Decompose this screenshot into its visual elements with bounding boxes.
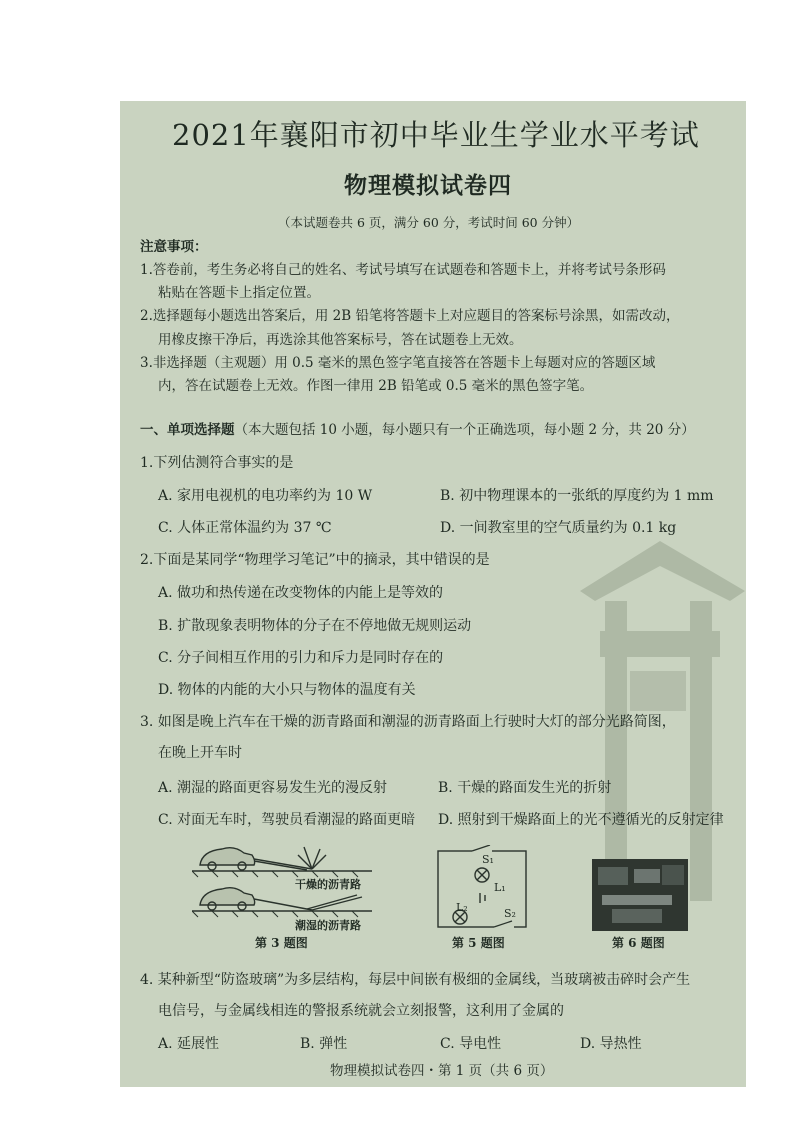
figure-6-photo <box>592 859 688 931</box>
q3-option-b: B. 干燥的路面发生光的折射 <box>438 780 612 796</box>
lamp-l2-label: L₂ <box>456 901 468 914</box>
notice-line: 2.选择题每小题选出答案后，用 2B 铅笔将答题卡上对应题目的答案标号涂黑，如需改动， <box>140 308 680 324</box>
question-3-stem: 3. 如图是晚上汽车在干燥的沥青路面和潮湿的沥青路面上行驶时大灯的部分光路简图， <box>140 714 676 730</box>
q4-option-d: D. 导热性 <box>580 1036 642 1052</box>
section-desc: （本大题包括 10 小题，每小题只有一个正确选项，每小题 2 分，共 20 分） <box>234 422 695 438</box>
question-3-stem-cont: 在晚上开车时 <box>158 745 242 761</box>
paper-subtitle: 物理模拟试卷四 <box>344 172 512 199</box>
exam-info: （本试题卷共 6 页，满分 60 分，考试时间 60 分钟） <box>278 215 580 230</box>
question-2-stem: 2.下面是某同学“物理学习笔记”中的摘录，其中错误的是 <box>140 552 490 568</box>
q2-option-b: B. 扩散现象表明物体的分子在不停地做无规则运动 <box>158 618 472 634</box>
notice-line: 内，答在试题卷上无效。作图一律用 2B 铅笔或 0.5 毫米的黑色签字笔。 <box>158 378 594 394</box>
q2-option-c: C. 分子间相互作用的引力和斥力是同时存在的 <box>158 650 444 666</box>
section-title: 一、单项选择题 <box>140 422 235 438</box>
wet-road-label: 潮湿的沥青路 <box>295 919 361 932</box>
notice-line: 3.非选择题（主观题）用 0.5 毫米的黑色签字笔直接答在答题卡上每题对应的答题区域 <box>140 355 656 371</box>
section-heading <box>140 418 695 438</box>
question-1-stem: 1.下列估测符合事实的是 <box>140 455 294 471</box>
figure-5-caption: 第 5 题图 <box>452 936 505 950</box>
q1-option-b: B. 初中物理课本的一张纸的厚度约为 1 mm <box>440 488 714 504</box>
notice-line: 1.答卷前，考生务必将自己的姓名、考试号填写在试题卷和答题卡上，并将考试号条形码 <box>140 262 666 278</box>
notice-line: 用橡皮擦干净后，再选涂其他答案标号，答在试题卷上无效。 <box>158 332 523 348</box>
exam-title: 2021年襄阳市初中毕业生学业水平考试 <box>172 118 700 152</box>
figure-6-caption: 第 6 题图 <box>612 936 665 950</box>
q3-option-d: D. 照射到干燥路面上的光不遵循光的反射定律 <box>438 812 724 828</box>
q3-option-c: C. 对面无车时，驾驶员看潮湿的路面更暗 <box>158 812 416 828</box>
q1-option-d: D. 一间教室里的空气质量约为 0.1 kg <box>440 520 677 536</box>
q2-option-a: A. 做功和热传递在改变物体的内能上是等效的 <box>158 585 444 601</box>
lamp-l1-label: L₁ <box>494 881 506 894</box>
q1-option-a: A. 家用电视机的电功率约为 10 W <box>158 488 373 504</box>
q2-option-d: D. 物体的内能的大小只与物体的温度有关 <box>158 682 416 698</box>
dry-road-label: 干燥的沥青路 <box>295 878 361 891</box>
page-footer: 物理模拟试卷四・第 1 页（共 6 页） <box>330 1063 554 1079</box>
q1-option-c: C. 人体正常体温约为 37 ℃ <box>158 520 332 536</box>
q4-option-c: C. 导电性 <box>440 1036 502 1052</box>
q4-option-a: A. 延展性 <box>158 1036 220 1052</box>
switch-s1-label: S₁ <box>482 853 494 866</box>
q3-option-a: A. 潮湿的路面更容易发生光的漫反射 <box>158 780 388 796</box>
notice-heading: 注意事项： <box>140 239 208 255</box>
exam-paper <box>120 101 746 1087</box>
figure-3-caption: 第 3 题图 <box>255 936 308 950</box>
question-4-stem-cont: 电信号，与金属线相连的警报系统就会立刻报警，这利用了金属的 <box>158 1003 564 1019</box>
q4-option-b: B. 弹性 <box>300 1036 348 1052</box>
notice-line: 粘贴在答题卡上指定位置。 <box>158 285 320 301</box>
switch-s2-label: S₂ <box>504 907 516 920</box>
question-4-stem: 4. 某种新型“防盗玻璃”为多层结构，每层中间嵌有极细的金属线，当玻璃被击碎时会产生 <box>140 972 691 988</box>
